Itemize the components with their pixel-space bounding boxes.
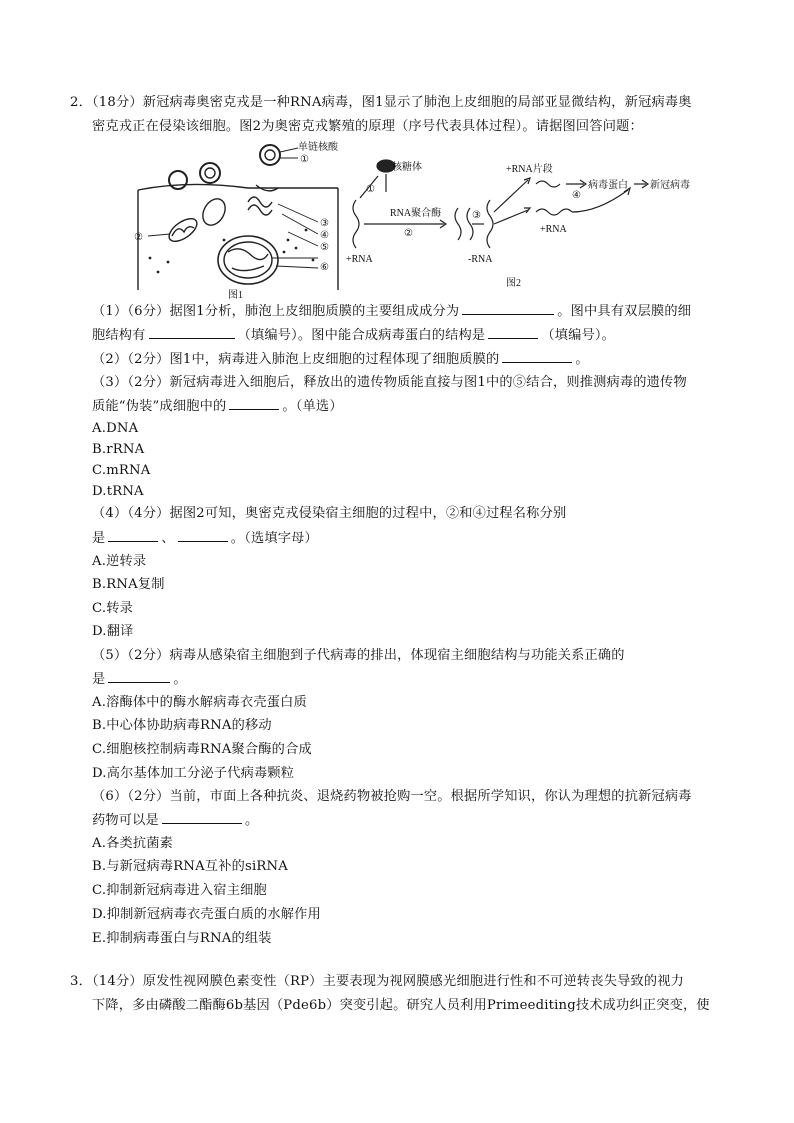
q2-sub3-text-b: 质能“伪装”成细胞中的 [92,399,227,414]
q2-sub5-line2 [92,670,187,689]
fig2-ribosome-label: 核糖体 [392,162,422,173]
q2-sub2-blank[interactable] [502,350,572,363]
q2-sub6-option-c[interactable]: C.抑制新冠病毒进入宿主细胞 [92,883,267,898]
q2-sub4-blank-1[interactable] [108,529,158,542]
fig2-plus-rna-fragment: +RNA片段 [506,164,553,175]
q3-intro-line1: 3．（14分）原发性视网膜色素变性（RP）主要表现为视网膜感光细胞进行性和不可逆转丧失导致的视力 [70,974,685,989]
fig1-marker-4: ④ [320,230,329,241]
fig2-step1: ① [366,184,375,195]
q2-sub6-text-c: 。 [244,813,259,828]
fig1-marker-2: ② [134,232,143,243]
q2-sub1-text-b: 。图中具有双层膜的细 [557,304,692,319]
q2-sub1-blank-2[interactable] [149,326,235,339]
q2-sub5-text-c: 。 [173,672,187,687]
q2-sub5-option-c[interactable]: C.细胞核控制病毒RNA聚合酶的合成 [92,742,312,757]
q2-intro-line2: 密克戎正在侵染该细胞。图2为奥密克戎繁殖的原理（序号代表具体过程）。请据图回答问题： [92,119,643,134]
q2-sub4-line2 [92,529,318,548]
q2-sub1-blank-3[interactable] [488,326,538,339]
q2-sub3-option-c[interactable]: C.mRNA [92,463,151,478]
q2-sub4-text-b: 是 [92,531,106,546]
q2-sub6-line1: （6）（2分）当前，市面上各种抗炎、退烧药物被抢购一空。根据所学知识，你认为理想的抗新冠病毒 [92,789,692,804]
q2-sub3-text-c: 。（单选） [282,399,343,414]
q2-sub5-line1: （5）（2分）病毒从感染宿主细胞到子代病毒的排出，体现宿主细胞结构与功能关系正确的 [92,648,625,663]
q2-sub5-text-b: 是 [92,672,106,687]
q2-sub2-text-a: （2）（2分）图1中，病毒进入肺泡上皮细胞的过程体现了细胞质膜的 [92,352,500,367]
q2-sub4-option-d[interactable]: D.翻译 [92,624,134,639]
fig2-step3: ③ [472,210,481,221]
fig1-marker-6: ⑥ [320,262,329,273]
fig2-plus-rna-right: +RNA [540,224,567,235]
fig2-minus-rna: -RNA [468,254,493,265]
fig2-step4: ④ [572,190,581,201]
fig1-marker-1: ① [300,154,309,165]
q2-sub1-blank-1[interactable] [462,302,554,315]
fig1-single-strand-label: 单链核酸 [298,142,338,153]
q3-intro-line2: 下降，多由磷酸二酯酶6b基因（Pde6b）突变引起。研究人员利用Primeediting技术成功纠正突变，使 [92,998,710,1013]
fig2-new-virus: 新冠病毒 [650,180,690,191]
q2-sub6-text-b: 药物可以是 [92,813,159,828]
q2-sub1-text-e: （填编号）。 [541,328,616,343]
fig2-step2: ② [404,228,413,239]
q2-sub4-line1: （4）（4分）据图2可知，奥密克戎侵染宿主细胞的过程中，②和④过程名称分别 [92,506,567,521]
q2-sub4-option-a[interactable]: A.逆转录 [92,554,147,569]
q2-sub2-line [92,350,589,369]
q2-sub6-blank[interactable] [162,811,242,824]
q2-sub1-text-a: （1）（6分）据图1分析，肺泡上皮细胞质膜的主要组成成分为 [92,304,460,319]
fig1-marker-3: ③ [320,218,329,229]
q2-sub3-option-b[interactable]: B.rRNA [92,442,145,457]
q2-sub4-option-b[interactable]: B.RNA复制 [92,577,165,592]
fig2-rna-polymerase: RNA聚合酶 [390,208,442,219]
fig2-caption: 图2 [506,278,521,289]
q2-sub6-option-b[interactable]: B.与新冠病毒RNA互补的siRNA [92,859,288,874]
q2-sub1-line1 [92,302,691,321]
q2-sub1-text-d: （填编号）。图中能合成病毒蛋白的结构是 [237,328,486,343]
q2-sub5-option-b[interactable]: B.中心体协助病毒RNA的移动 [92,718,272,733]
q2-sub3-option-a[interactable]: A.DNA [92,421,139,436]
q2-sub5-option-a[interactable]: A.溶酶体中的酶水解病毒衣壳蛋白质 [92,695,307,710]
q2-sub4-text-d: 。（选填字母） [230,531,318,546]
q2-sub6-line2 [92,811,258,830]
fig2-viral-protein: 病毒蛋白 [588,180,628,191]
q2-sub3-option-d[interactable]: D.tRNA [92,484,144,499]
q2-sub4-text-c: 、 [161,531,175,546]
fig2-plus-rna-left: +RNA [346,254,373,265]
q2-sub4-option-c[interactable]: C.转录 [92,601,133,616]
q2-figure [128,140,708,300]
fig1-marker-5: ⑤ [320,242,329,253]
q2-sub1-text-c: 胞结构有 [92,328,146,343]
q2-sub2-text-b: 。 [575,352,589,367]
q2-sub3-line1: （3）（2分）新冠病毒进入细胞后，释放出的遗传物质能直接与图1中的⑤结合，则推测病毒的遗传物 [92,375,687,390]
q2-intro-line1: 2．（18分）新冠病毒奥密克戎是一种RNA病毒，图1显示了肺泡上皮细胞的局部亚显微结构，新冠病毒奥 [70,95,692,110]
q2-sub5-option-d[interactable]: D.高尔基体加工分泌子代病毒颗粒 [92,766,295,781]
q2-sub6-option-d[interactable]: D.抑制新冠病毒衣壳蛋白质的水解作用 [92,907,321,922]
q2-sub6-option-e[interactable]: E.抑制病毒蛋白与RNA的组装 [92,931,272,946]
q2-sub3-blank[interactable] [229,397,279,410]
q2-sub6-option-a[interactable]: A.各类抗菌素 [92,836,174,851]
q2-sub3-line2 [92,397,343,416]
q2-sub1-line2 [92,326,615,345]
q2-sub5-blank[interactable] [108,670,170,683]
fig1-caption: 图1 [228,290,243,300]
q2-sub4-blank-2[interactable] [178,529,228,542]
